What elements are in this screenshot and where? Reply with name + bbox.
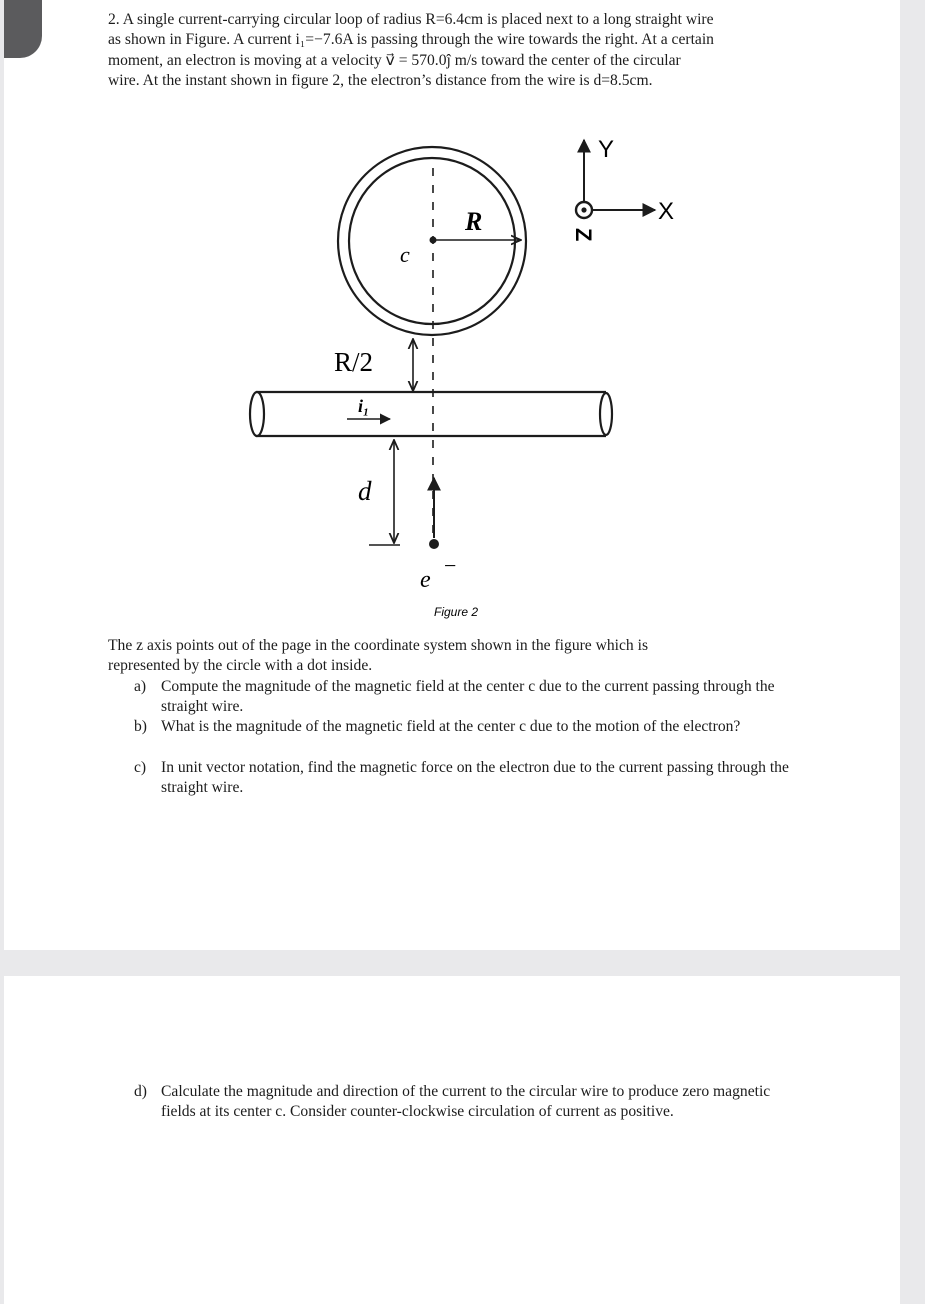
label-R: R <box>465 207 483 236</box>
label-i1: i₁ <box>358 396 370 416</box>
z-axis-dot <box>581 207 586 212</box>
page-1 <box>4 0 900 950</box>
note-line-2: represented by the circle with a dot inside. <box>108 657 373 675</box>
question-a-label: a) <box>134 678 147 695</box>
question-d-text: Calculate the magnitude and direction of the current to the circular wire to produce zero magnetic fields at its center c. Consider counter-clockwise circulation of current as positive. <box>161 1083 771 1121</box>
electron-point <box>429 539 439 549</box>
wire-left-end <box>250 392 264 436</box>
problem-line-4: wire. At the instant shown in figure 2, the electron’s distance from the wire is d=8.5cm. <box>108 71 653 89</box>
note-line-1: The z axis points out of the page in the coordinate system shown in the figure which is <box>108 637 649 654</box>
center-point <box>430 237 437 244</box>
question-c <box>134 758 796 799</box>
wire-right-end <box>600 393 612 435</box>
problem-line-2: as shown in Figure. A current i₁=−7.6A is passing through the wire towards the right. At a certain <box>108 31 714 49</box>
question-d <box>134 1082 796 1123</box>
label-e: e <box>420 567 431 593</box>
figure-2-diagram <box>4 0 925 640</box>
question-b <box>134 717 796 737</box>
question-c-label: c) <box>134 759 147 776</box>
label-d: d <box>358 476 372 506</box>
problem-line-3: moment, an electron is moving at a velocity v⃗ = 570.0ĵ m/s toward the center of the circular <box>108 51 681 69</box>
page-2 <box>4 976 900 1304</box>
label-X: X <box>658 198 675 225</box>
figure-caption: Figure 2 <box>434 605 479 619</box>
question-a <box>134 677 796 718</box>
label-Y: Y <box>598 136 615 163</box>
question-b-label: b) <box>134 718 147 735</box>
problem-number: 2. <box>108 11 120 28</box>
problem-line-1: A single current-carrying circular loop of radius R=6.4cm is placed next to a long straight wire <box>122 11 714 28</box>
question-d-label: d) <box>134 1083 147 1100</box>
z-axis-note <box>108 636 808 677</box>
label-Z: Z <box>571 228 596 242</box>
label-e-sign: − <box>444 553 457 578</box>
question-b-text: What is the magnitude of the magnetic field at the center c due to the motion of the electron? <box>161 718 741 735</box>
question-c-text: In unit vector notation, find the magnetic force on the electron due to the current passing through the straight wire. <box>161 759 789 797</box>
question-a-text: Compute the magnitude of the magnetic field at the center c due to the current passing through the straight wire. <box>161 678 775 716</box>
label-R-over-2: R/2 <box>334 347 374 377</box>
label-c: c <box>400 242 410 267</box>
straight-wire <box>256 392 606 436</box>
